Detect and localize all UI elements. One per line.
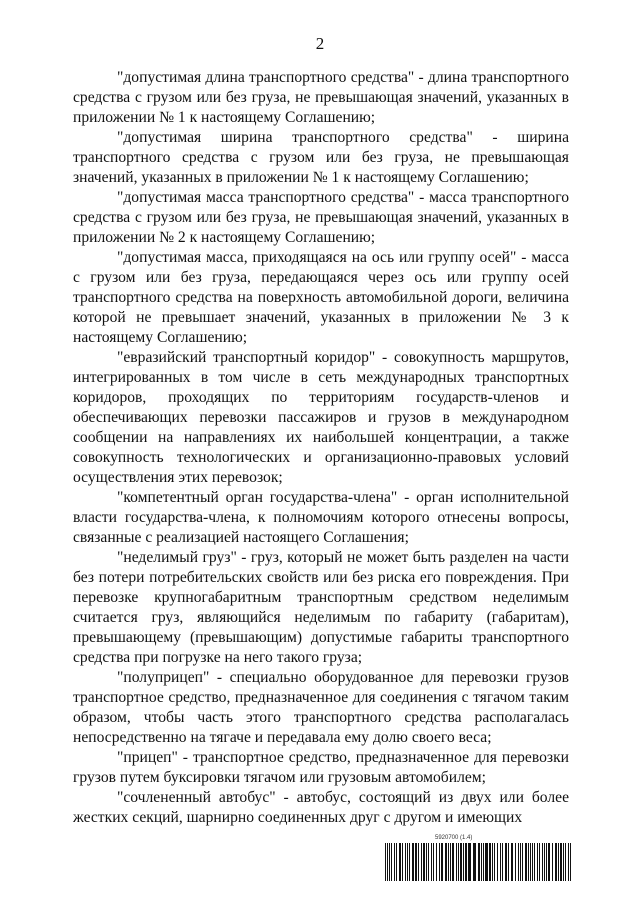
definition-paragraph: "прицеп" - транспортное средство, предназначенное для перевозки грузов путем буксировки тягачом или грузовым автомобилем; bbox=[73, 749, 569, 786]
body-text bbox=[73, 68, 569, 828]
definition-paragraph: "евразийский транспортный коридор" - совокупность маршрутов, интегрированных в том числе в сеть международных транспортных коридоров, проходящих по территориям государств-членов и обеспечивающих перевозки пассажиров и грузов в международном сообщении на направлениях их наибольшей концентрации, а также совокупность технологических и организационно-правовых условий осуществления этих перевозок; bbox=[73, 349, 569, 486]
definition-paragraph: "допустимая масса транспортного средства" - масса транспортного средства с грузом или без груза, не превышающая значений, указанных в приложении № 2 к настоящему Соглашению; bbox=[73, 189, 569, 246]
definition-paragraph: "допустимая длина транспортного средства" - длина транспортного средства с грузом или без груза, не превышающая значений, указанных в приложении № 1 к настоящему Соглашению; bbox=[73, 69, 569, 126]
definition-paragraph: "неделимый груз" - груз, который не может быть разделен на части без потери потребительских свойств или без риска его повреждения. При перевозке крупногабаритным транспортным средством неделимым считается груз, являющийся неделимым по габариту (габаритам), превышающему (превышающим) допустимые габариты транспортного средства при погрузке на него такого груза; bbox=[73, 549, 569, 666]
barcode-code: 5920700 (1.4) bbox=[435, 835, 473, 841]
barcode-icon bbox=[385, 843, 575, 881]
definition-paragraph: "сочлененный автобус" - автобус, состоящий из двух или более жестких секций, шарнирно соединенных друг с другом и имеющих bbox=[73, 789, 569, 826]
page-number: 2 bbox=[315, 34, 325, 53]
definition-paragraph: "компетентный орган государства-члена" - орган исполнительной власти государства-члена, к полномочиям которого отнесены вопросы, связанные с реализацией настоящего Соглашения; bbox=[73, 489, 569, 546]
document-barcode bbox=[385, 835, 575, 887]
definition-paragraph: "допустимая ширина транспортного средства" - ширина транспортного средства с грузом или без груза, не превышающая значений, указанных в приложении № 1 к настоящему Соглашению; bbox=[73, 129, 569, 186]
definition-paragraph: "допустимая масса, приходящаяся на ось или группу осей" - масса с грузом или без груза, передающаяся через ось или группу осей транспортного средства на поверхность автомобильной дороги, величина которой не превышает значений, указанных в приложении № 3 к настоящему Соглашению; bbox=[73, 249, 569, 346]
definition-paragraph: "полуприцеп" - специально оборудованное для перевозки грузов транспортное средство, предназначенное для соединения с тягачом таким образом, чтобы часть этого транспортного средства располагалась непосредственно на тягаче и передавала ему долю своего веса; bbox=[73, 669, 569, 746]
